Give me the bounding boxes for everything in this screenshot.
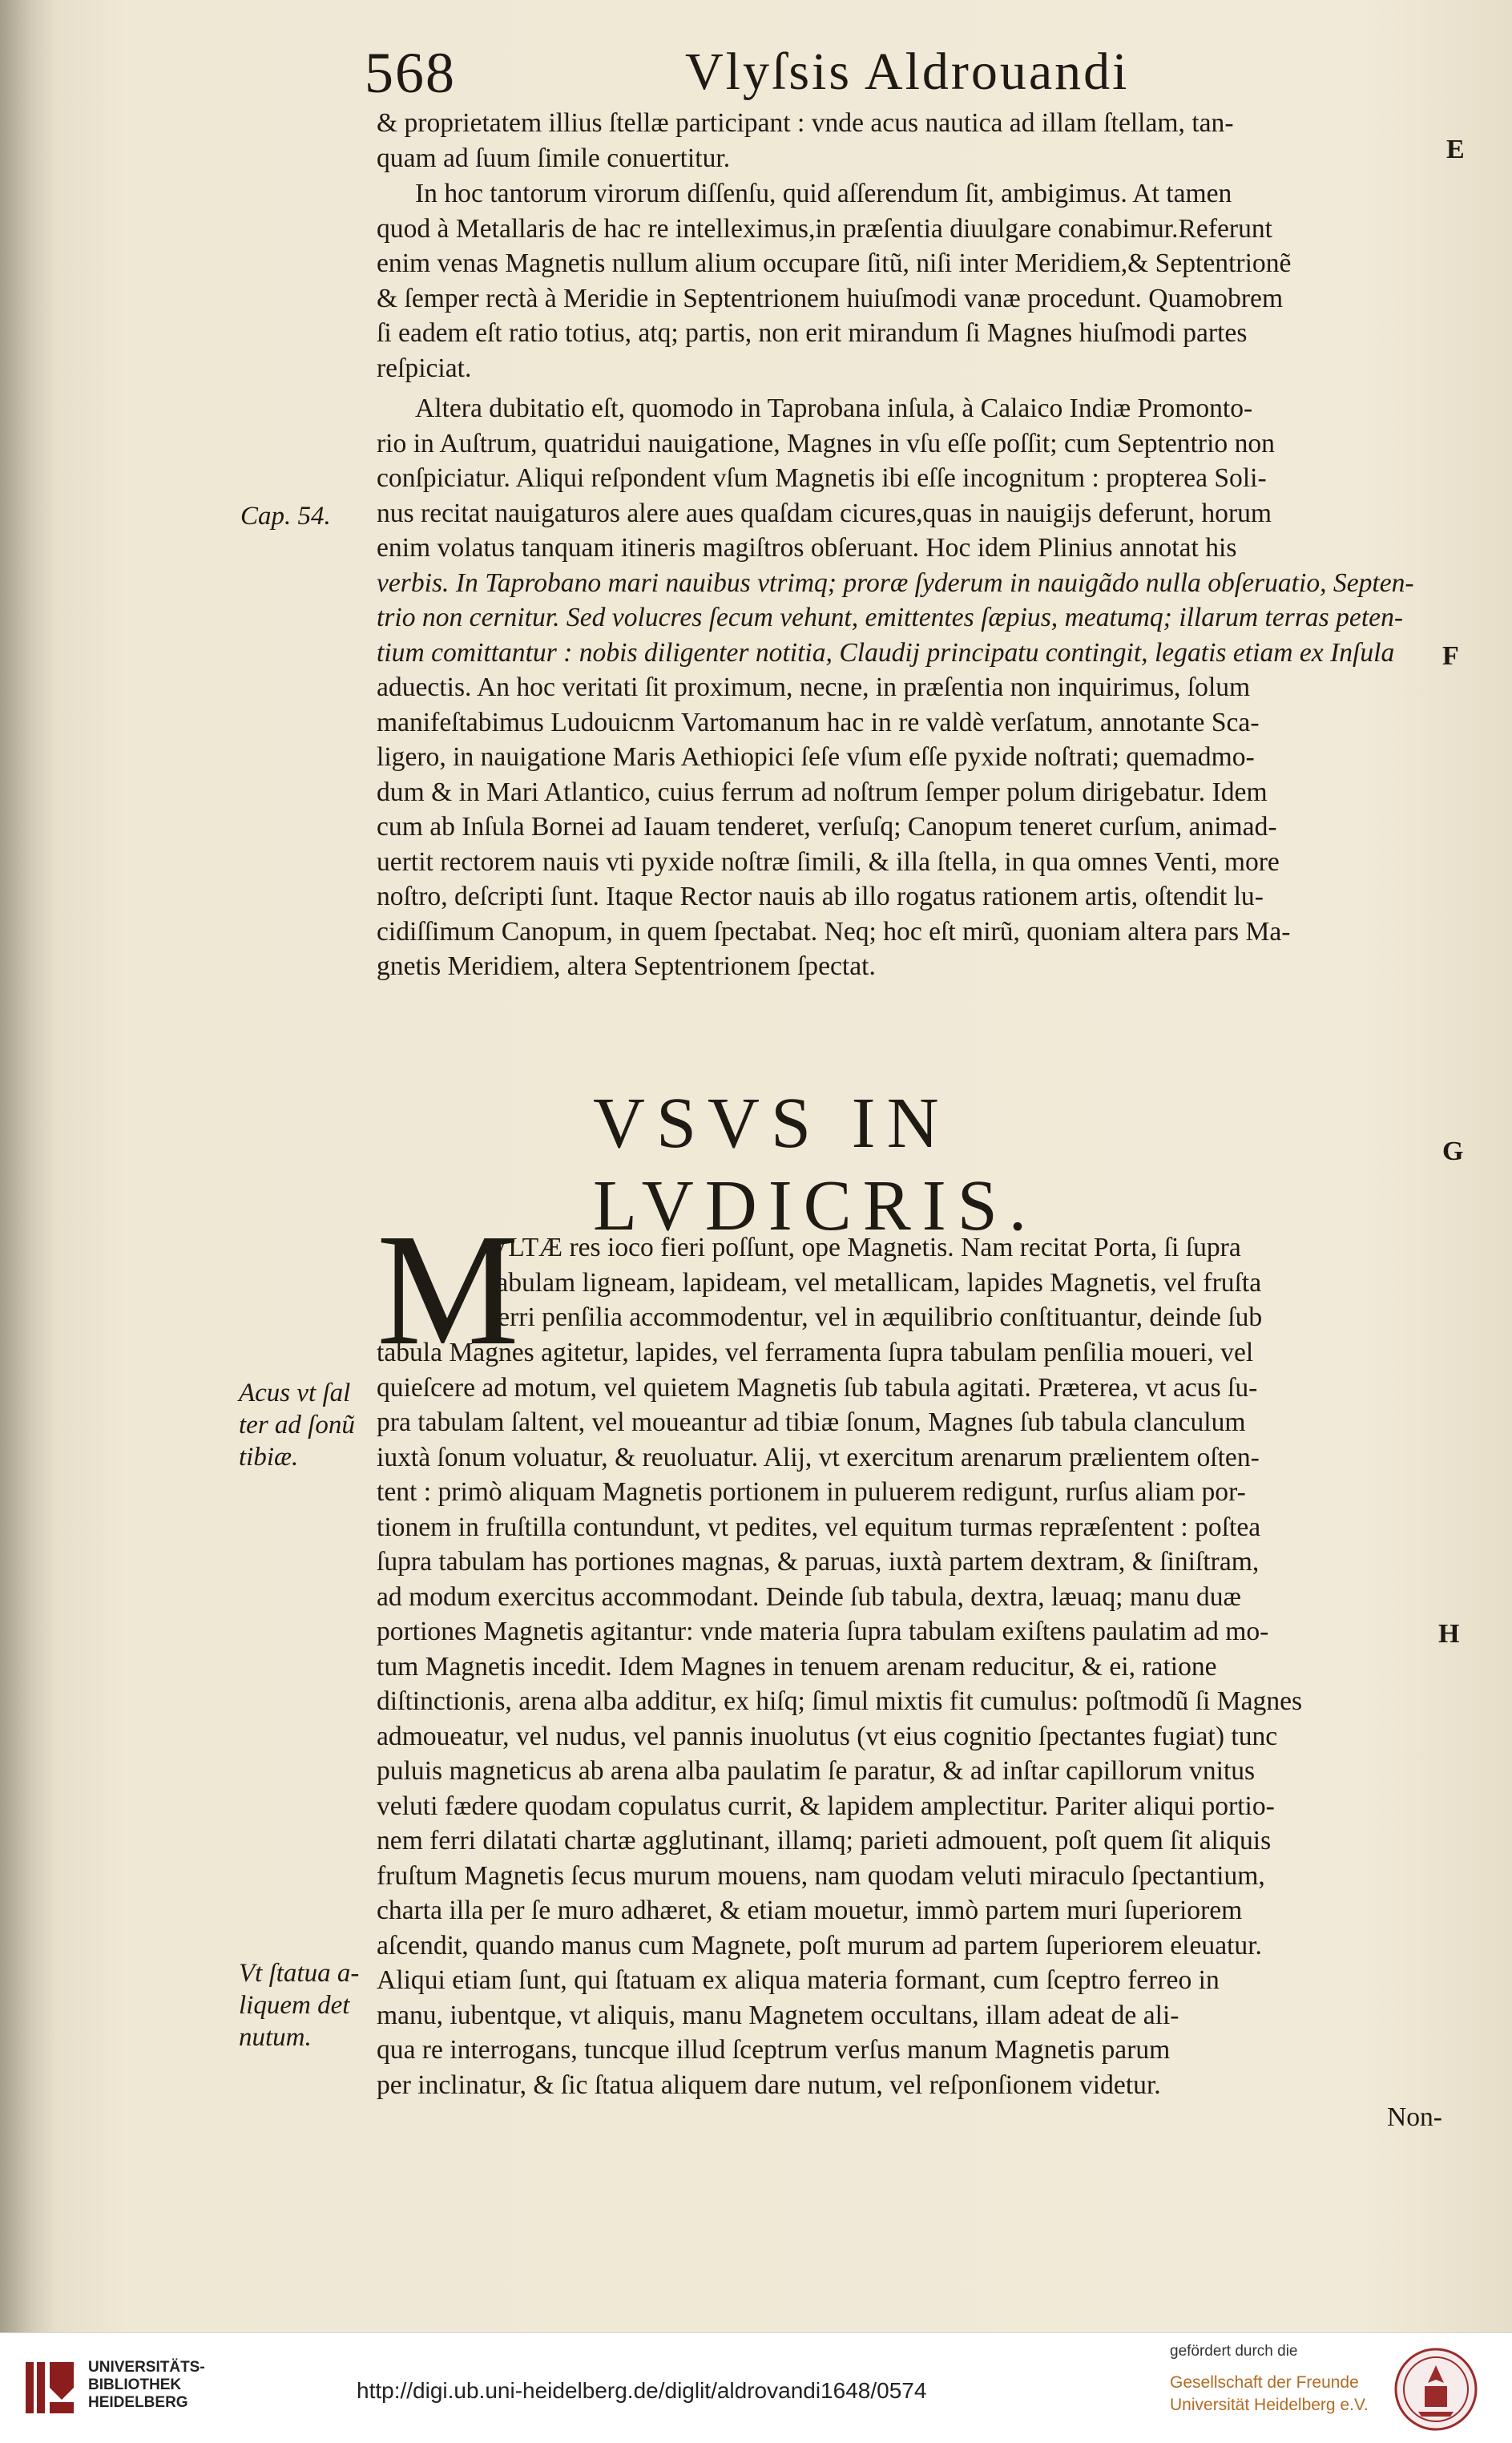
text-line: puluis magneticus ab arena alba paulatim ſe paratur, & ad inſtar capillorum vnitus — [377, 1756, 1256, 1786]
text-line: reſpiciat. — [377, 353, 472, 383]
text-line: & ſemper rectà à Meridie in Septentrionem huiuſmodi vanæ procedunt. Quamobrem — [377, 283, 1284, 313]
library-name-line: UNIVERSITÄTS- — [88, 2359, 205, 2376]
text-line: enim volatus tanquam itineris magiſtros obſeruant. Hoc idem Plinius annotat his — [377, 533, 1237, 563]
sponsor-name — [1170, 2372, 1369, 2417]
page-header — [365, 32, 1470, 112]
edge-letter-e: E — [1446, 135, 1465, 164]
text-line: In hoc tantorum virorum diſſenſu, quid aſſerendum ſit, ambigimus. At tamen — [415, 179, 1232, 208]
library-name — [88, 2359, 205, 2412]
marginal-note-line: liquem det — [239, 1991, 350, 2020]
marginal-note-line: tibiæ. — [239, 1443, 299, 1472]
marginal-note-statua — [239, 1957, 359, 2053]
text-line: aduectis. An hoc veritati ſit proximum, necne, in præſentia non inquirimus, ſolum — [377, 672, 1251, 702]
text-line: uertit rectorem nauis vti pyxide noſtræ ſimili, & illa ſtella, in qua omnes Venti, more — [377, 846, 1280, 877]
catchword: Non- — [1386, 2102, 1442, 2132]
text-line: quod à Metallaris de hac re intelleximus,in præſentia diuulgare conabimur.Referunt — [377, 213, 1272, 244]
text-line: nem ferri dilatati chartæ agglutinant, illamq; parieti admouent, poſt quem ſit aliquis — [377, 1826, 1272, 1855]
section-heading: VSVS IN LVDICRIS. — [593, 1084, 1038, 1246]
text-line: quam ad ſuum ſimile conuertitur. — [377, 143, 731, 173]
text-line: iuxtà ſonum voluatur, & reuoluatur. Alij, vt exercitum arenarum prælientem oſten- — [377, 1442, 1260, 1472]
text-line: tum Magnetis incedit. Idem Magnes in tenuem arenam reducitur, & ei, ratione — [377, 1651, 1217, 1682]
marginal-note-acus — [239, 1377, 355, 1473]
text-line: dum & in Mari Atlantico, cuius ferrum ad noſtrum ſemper polum dirigebatur. Idem — [377, 777, 1268, 807]
catchword-line — [377, 2100, 1442, 2135]
marginal-note-line: nutum. — [239, 2023, 312, 2052]
text-line: enim venas Magnetis nullum alium occupare ſitũ, niſi inter Meridiem,& Septentrionẽ — [377, 248, 1292, 278]
gutter-shadow — [0, 0, 56, 2332]
text-line: cidiſſimum Canopum, in quem ſpectabat. Neq; hoc eſt mirũ, quoniam altera pars Ma- — [377, 916, 1291, 947]
text-line: tionem in fruſtilla contundunt, vt pedites, vel equitum turmas repræſentent : poſtea — [377, 1512, 1261, 1542]
text-line: qua re interrogans, tuncque illud ſceptrum verſus manum Magnetis parum — [377, 2035, 1171, 2065]
text-line: portiones Magnetis agitantur: vnde materia ſupra tabulam exiſtens paulatim ad mo- — [377, 1617, 1269, 1646]
text-line-quote: verbis. In Taprobano mari nauibus vtrimq; proræ ſyderum in nauigãdo nulla obſeruatio, Septen- — [377, 567, 1414, 598]
text-line: Aliqui etiam ſunt, qui ſtatuam ex aliqua materia formant, cum ſceptro ferreo in — [377, 1965, 1220, 1995]
text-line: tabulam ligneam, lapideam, vel metallicam, lapides Magnetis, vel fruſta — [489, 1267, 1262, 1298]
library-name-line: HEIDELBERG — [88, 2394, 188, 2411]
section-body — [377, 1335, 1442, 2102]
edge-letter-h: H — [1438, 1619, 1460, 1649]
text-line: tabula Magnes agitetur, lapides, vel ferramenta ſupra tabulam penſilia moueri, vel — [377, 1338, 1254, 1367]
marginal-note-line: Vt ſtatua a- — [239, 1959, 360, 1988]
university-seal-icon — [1394, 2348, 1478, 2431]
marginal-note-line: ter ad ſonũ — [239, 1411, 355, 1440]
text-line: veluti fædere quodam copulatus currit, & lapidem amplectitur. Pariter aliqui portio- — [377, 1791, 1275, 1821]
text-line: ſupra tabulam has portiones magnas, & paruas, iuxtà partem dextram, & ſiniſtram, — [377, 1547, 1260, 1577]
text-line: per inclinatur, & ſic ſtatua aliquem dare nutum, vel reſponſionem videtur. — [377, 2069, 1161, 2100]
text-line: aſcendit, quando manus cum Magnete, poſt murum ad partem ſuperiorem eleuatur. — [377, 1930, 1262, 1960]
text-line: tent : primò aliquam Magnetis portionem in puluerem redigunt, rurſus aliam por- — [377, 1477, 1246, 1507]
edge-letter-g: G — [1442, 1137, 1464, 1166]
paragraph-continuation — [377, 106, 1442, 176]
sponsor-name-line: Gesellschaft der Freunde — [1170, 2373, 1359, 2392]
text-line: diſtinctionis, arena alba additur, ex hiſq; ſimul mixtis fit cumulus: poſtmodũ ſi Magnes — [377, 1686, 1303, 1716]
text-line-quote: trio non cernitur. Sed volucres ſecum vehunt, emittentes ſæpius, meatumq; illarum terras peten- — [377, 603, 1404, 632]
text-line: Altera dubitatio eſt, quomodo in Taprobana inſula, à Calaico Indiæ Promonto- — [415, 394, 1253, 423]
text-line: noſtro, deſcripti ſunt. Itaque Rector nauis ab illo rogatus rationem artis, oſtendit lu- — [377, 882, 1264, 911]
text-line: ſi eadem eſt ratio totius, atq; partis, non erit mirandum ſi Magnes hiuſmodi partes — [377, 318, 1248, 348]
text-line: charta illa per ſe muro adhæret, & etiam mouetur, immò partem muri ſuperiorem — [377, 1896, 1243, 1925]
university-library-logo-icon — [18, 2356, 82, 2420]
text-line: conſpiciatur. Aliqui reſpondent vſum Magnetis ibi eſſe incognitum : propterea Soli- — [377, 463, 1267, 493]
running-title: Vlyſsis Aldrouandi — [685, 42, 1130, 101]
text-line: VLTÆ res ioco fieri poſſunt, ope Magnetis. Nam recitat Porta, ſi ſupra — [489, 1233, 1241, 1262]
paragraph-taprobana — [377, 391, 1442, 984]
text-line: cum ab Inſula Bornei ad Iauam tenderet, verſuſq; Canopum teneret curſum, animad- — [377, 812, 1277, 842]
sponsor-label: gefördert durch die — [1170, 2343, 1298, 2360]
paragraph-dissent — [377, 176, 1442, 386]
text-line: fruſtum Magnetis ſecus murum mouens, nam quodam veluti miraculo ſpectantium, — [377, 1860, 1265, 1891]
drop-cap: M — [377, 1201, 519, 1379]
digital-library-footer — [0, 2332, 1512, 2443]
text-line: pra tabulam ſaltent, vel moueantur ad tibiæ ſonum, Magnes ſub tabula clanculum — [377, 1407, 1246, 1437]
marginal-note-line: Acus vt ſal — [239, 1379, 351, 1407]
library-name-line: BIBLIOTHEK — [88, 2376, 182, 2393]
text-line: ad modum exercitus accommodant. Deinde ſub tabula, dextra, læuaq; manu duæ — [377, 1581, 1241, 1612]
text-line: gnetis Meridiem, altera Septentrionem ſpectat. — [377, 951, 876, 981]
sponsor-name-line: Universität Heidelberg e.V. — [1170, 2396, 1369, 2414]
marginal-note-cap — [240, 500, 331, 532]
text-line-quote: tium comittantur : nobis diligenter notitia, Claudij principatu contingit, legatis etiam ex Inſula — [377, 637, 1395, 668]
text-line: manifeſtabimus Ludouicnm Vartomanum hac in re valdè verſatum, annotante Sca- — [377, 707, 1260, 737]
text-line: quieſcere ad motum, vel quietem Magnetis ſub tabula agitati. Præterea, vt acus ſu- — [377, 1372, 1258, 1403]
section-opening-lines — [489, 1230, 1442, 1335]
edge-letter-f: F — [1442, 641, 1459, 671]
text-line: ligero, in nauigatione Maris Aethiopici ſeſe vſum eſſe pyxide noſtrati; quemadmo- — [377, 742, 1255, 772]
text-line: ferri penſilia accommodentur, vel in æquilibrio conſtituantur, deinde ſub — [489, 1302, 1263, 1332]
marginal-note-line: Cap. 54. — [240, 502, 331, 531]
text-line: admoueatur, vel nudus, vel pannis inuolutus (vt eius cognitio ſpectantes fugiat) tunc — [377, 1721, 1278, 1751]
permalink-url[interactable]: http://digi.ub.uni-heidelberg.de/diglit/aldrovandi1648/0574 — [357, 2378, 927, 2403]
text-line: & proprietatem illius ſtellæ participant : vnde acus nautica ad illam ſtellam, tan- — [377, 108, 1234, 138]
text-line: nus recitat nauigaturos alere aues quaſdam cicures,quas in nauigijs deferunt, horum — [377, 498, 1272, 528]
text-line: manu, iubentque, vt aliquis, manu Magnetem occultans, illam adeat de ali- — [377, 2000, 1179, 2030]
text-line: rio in Auſtrum, quatridui nauigatione, Magnes in vſu eſſe poſſit; cum Septentrio non — [377, 428, 1275, 458]
page-number: 568 — [365, 41, 456, 105]
